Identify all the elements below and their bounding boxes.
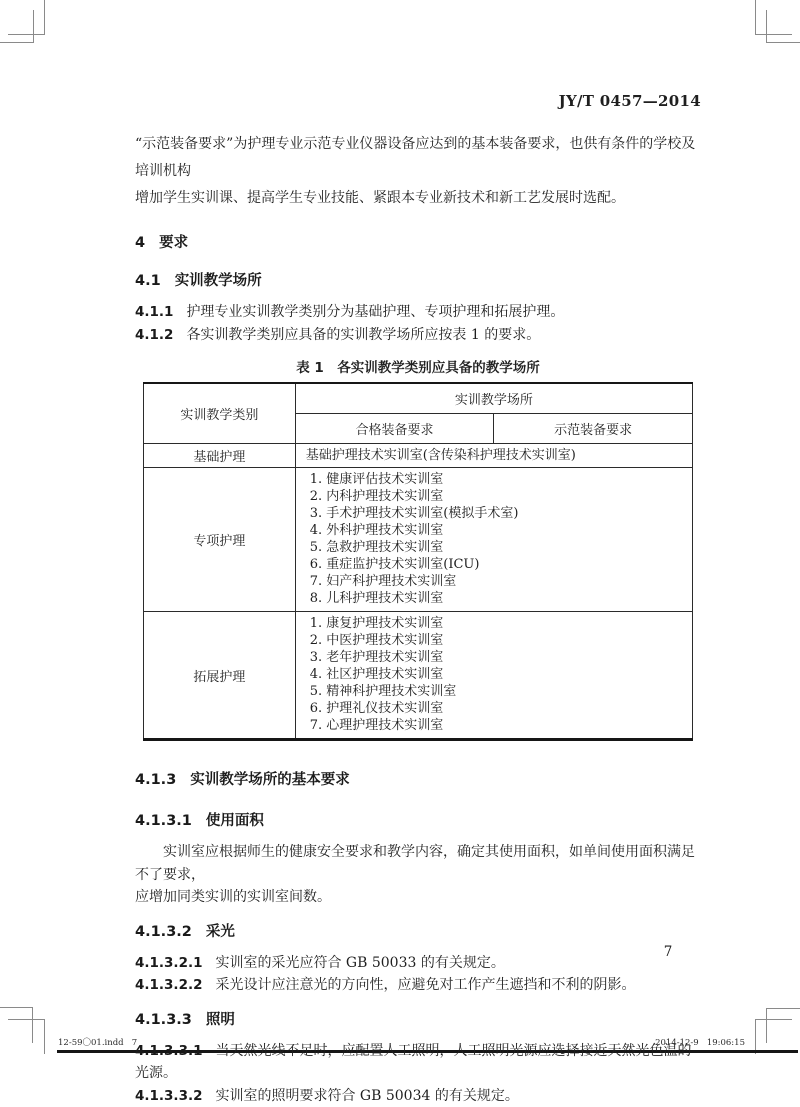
heading-4-1-3-1-number: 4.1.3.1: [135, 813, 192, 829]
room-item: 8. 儿科护理技术实训室: [310, 590, 682, 607]
clause-4-1-1-number: 4.1.1: [135, 304, 173, 320]
heading-4-number: 4: [135, 235, 145, 251]
crop-mark-top-left-inner-icon: [0, 10, 34, 43]
clause-4-1-2: [135, 324, 701, 347]
room-item: 7. 心理护理技术实训室: [310, 717, 682, 734]
heading-4-1-3-2-title: 采光: [206, 924, 235, 940]
clause-4-1-1: [135, 301, 701, 324]
room-item: 4. 外科护理技术实训室: [310, 522, 682, 539]
room-item: 1. 康复护理技术实训室: [310, 615, 682, 632]
room-item: 4. 社区护理技术实训室: [310, 666, 682, 683]
table-header-category: 实训教学类别: [144, 383, 296, 444]
category-extended-nursing: 拓展护理: [144, 612, 296, 740]
clause-4-1-1-text: 护理专业实训教学类别分为基础护理、专项护理和拓展护理。: [186, 304, 564, 320]
paragraph-4-1-3-1-line-2: 应增加同类实训的实训室间数。: [135, 886, 701, 909]
intro-line-1: “示范装备要求”为护理专业示范专业仪器设备应达到的基本装备要求，也供有条件的学校及培训机构: [135, 131, 701, 185]
room-item: 6. 重症监护技术实训室(ICU): [310, 556, 682, 573]
table-header-qualified: 合格装备要求: [295, 414, 494, 444]
clause-4-1-3-2-2-number: 4.1.3.2.2: [135, 977, 202, 993]
table-header-places: 实训教学场所: [295, 383, 692, 414]
table-row-extended-nursing: [144, 612, 693, 740]
intro-line-2: 增加学生实训课、提高学生专业技能、紧跟本专业新技术和新工艺发展时选配。: [135, 185, 701, 212]
heading-4-1-number: 4.1: [135, 273, 161, 289]
clause-4-1-3-2-2-text: 采光设计应注意光的方向性，应避免对工作产生遮挡和不利的阴影。: [215, 977, 635, 993]
heading-4: [135, 234, 701, 252]
room-item: 5. 精神科护理技术实训室: [310, 683, 682, 700]
table-1: [143, 382, 693, 741]
clause-4-1-3-2-1-text: 实训室的采光应符合 GB 50033 的有关规定。: [215, 955, 504, 971]
rooms-extended-nursing: [295, 612, 692, 740]
clause-4-1-3-3-1-number: 4.1.3.3.1: [135, 1043, 202, 1059]
heading-4-1-3-1: [135, 812, 701, 830]
table-header-model: 示范装备要求: [494, 414, 693, 444]
page-body: [135, 92, 701, 1107]
table-1-title: 表 1 各实训教学类别应具备的教学场所: [135, 356, 701, 376]
crop-mark-bottom-left-outer-icon: [0, 1007, 33, 1043]
room-item: 6. 护理礼仪技术实训室: [310, 700, 682, 717]
clauses-4-1-3-3: [135, 1040, 701, 1107]
clause-4-1-3-3-2-number: 4.1.3.3.2: [135, 1088, 202, 1104]
intro-paragraph: [135, 131, 701, 212]
crop-mark-bottom-right-outer-icon: [766, 1008, 800, 1043]
crop-mark-bottom-right-inner-icon: [755, 1019, 792, 1054]
heading-4-title: 要求: [159, 235, 188, 251]
paragraph-4-1-3-1: [135, 841, 701, 909]
room-item: 5. 急救护理技术实训室: [310, 539, 682, 556]
heading-4-1-3-3-title: 照明: [206, 1012, 235, 1028]
heading-4-1: [135, 272, 701, 290]
clause-4-1-3-3-2-text: 实训室的照明要求符合 GB 50034 的有关规定。: [215, 1088, 518, 1104]
heading-4-1-3: [135, 771, 701, 789]
imposition-footer-timestamp: 2014-12-9 19:06:15: [655, 1038, 745, 1048]
clause-4-1-2-number: 4.1.2: [135, 327, 173, 343]
page-number: 7: [658, 944, 678, 960]
table-row-basic-nursing: [144, 444, 693, 468]
heading-4-1-3-title: 实训教学场所的基本要求: [190, 772, 350, 788]
heading-4-1-3-1-title: 使用面积: [206, 813, 264, 829]
crop-mark-top-right-inner-icon: [766, 10, 800, 43]
clauses-4-1-1-2: [135, 301, 701, 346]
clause-4-1-3-3-1-text: 当天然光线不足时，应配置人工照明，人工照明光源应选择接近天然光色温的光源。: [135, 1043, 691, 1082]
clauses-4-1-3-2: [135, 952, 701, 997]
category-special-nursing: 专项护理: [144, 468, 296, 612]
table-header-row-1: [144, 383, 693, 414]
heading-4-1-3-2-number: 4.1.3.2: [135, 924, 192, 940]
category-basic-nursing: 基础护理: [144, 444, 296, 468]
clause-4-1-3-3-1: [135, 1040, 701, 1085]
room-item: 7. 妇产科护理技术实训室: [310, 573, 682, 590]
imposition-footer-filename: 12-59〇01.indd 7: [58, 1036, 137, 1048]
rooms-basic-nursing: 基础护理技术实训室(含传染科护理技术实训室): [295, 444, 692, 468]
heading-4-1-3-3: [135, 1011, 701, 1029]
heading-4-1-title: 实训教学场所: [175, 273, 262, 289]
crop-mark-top-right-outer-icon: [755, 0, 792, 35]
clause-4-1-3-3-2: [135, 1085, 701, 1107]
heading-4-1-3-3-number: 4.1.3.3: [135, 1012, 192, 1028]
clause-4-1-3-2-1: [135, 952, 701, 975]
clause-4-1-2-text: 各实训教学类别应具备的实训教学场所应按表 1 的要求。: [186, 327, 540, 343]
standard-number: JY/T 0457—2014: [135, 92, 701, 110]
table-row-special-nursing: [144, 468, 693, 612]
crop-mark-bottom-left-inner-icon: [8, 1019, 45, 1054]
crop-mark-top-left-outer-icon: [8, 0, 45, 35]
room-item: 3. 手术护理技术实训室(模拟手术室): [310, 505, 682, 522]
room-item: 2. 内科护理技术实训室: [310, 488, 682, 505]
room-item: 2. 中医护理技术实训室: [310, 632, 682, 649]
heading-4-1-3-2: [135, 923, 701, 941]
room-item: 1. 健康评估技术实训室: [310, 471, 682, 488]
heading-4-1-3-number: 4.1.3: [135, 772, 176, 788]
rooms-special-nursing: [295, 468, 692, 612]
paragraph-4-1-3-1-line-1: 实训室应根据师生的健康安全要求和教学内容，确定其使用面积，如单间使用面积满足不了要求，: [135, 841, 701, 886]
clause-4-1-3-2-2: [135, 974, 701, 997]
room-item: 3. 老年护理技术实训室: [310, 649, 682, 666]
clause-4-1-3-2-1-number: 4.1.3.2.1: [135, 955, 202, 971]
